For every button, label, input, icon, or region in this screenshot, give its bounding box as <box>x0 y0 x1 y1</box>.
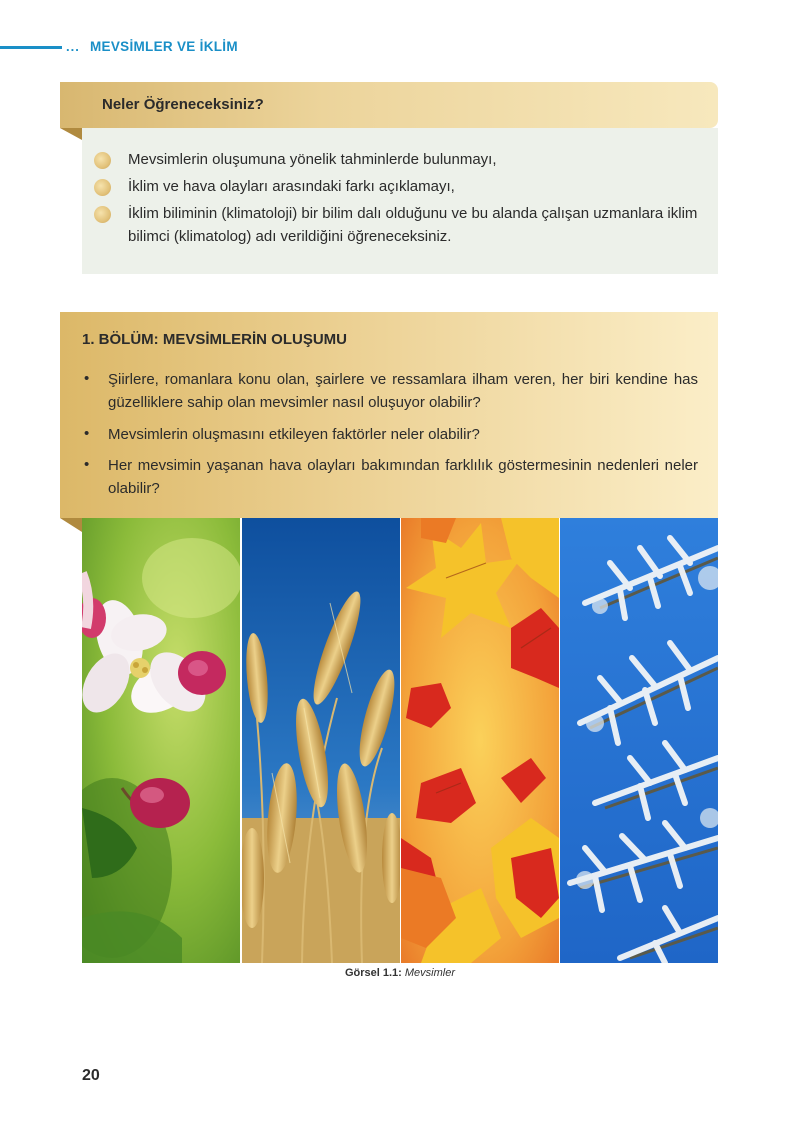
spring-blossom-image <box>82 518 240 963</box>
question-item: Mevsimlerin oluşmasını etkileyen faktörler neler olabilir? <box>108 426 480 443</box>
chapter-title: MEVSİMLER VE İKLİM <box>90 39 238 54</box>
objective-bullet-icon <box>94 152 111 169</box>
question-item: Şiirlere, romanlara konu olan, şairlere ve ressamlara ilham veren, her biri kendine has güzelliklere sahip olan mevsimler nasıl oluşuyor olabilir? <box>108 371 698 411</box>
question-bullet: • <box>84 370 90 387</box>
figure-caption-text: Mevsimler <box>404 967 456 979</box>
objective-item: İklim biliminin (klimatoloji) bir bilim dalı olduğunu ve bu alanda çalışan uzmanlara iklim bilimci (klimatolog) adı verildiğini öğreneceksiniz. <box>128 205 698 245</box>
header-dots: ... <box>66 39 80 54</box>
section-title: 1. BÖLÜM: MEVSİMLERİN OLUŞUMU <box>82 331 347 348</box>
autumn-leaves-image <box>401 518 559 963</box>
page-number: 20 <box>82 1067 100 1084</box>
question-bullet: • <box>84 456 90 473</box>
header-rule <box>0 46 62 49</box>
question-item: Her mevsimin yaşanan hava olayları bakımından farklılık göstermesinin nedenleri neler olabilir? <box>108 457 698 497</box>
objective-bullet-icon <box>94 206 111 223</box>
figure-caption-label: Görsel 1.1: <box>344 967 402 979</box>
section-fold <box>60 518 82 532</box>
objective-item: İklim ve hava olayları arasındaki farkı açıklamayı, <box>128 178 455 195</box>
figure-caption <box>0 967 800 979</box>
objectives-fold <box>60 128 82 140</box>
objectives-title: Neler Öğreneceksiniz? <box>102 96 264 113</box>
summer-wheat-image <box>242 518 400 963</box>
winter-frost-pine-image <box>560 518 718 963</box>
question-bullet: • <box>84 425 90 442</box>
objective-item: Mevsimlerin oluşumuna yönelik tahminlerde bulunmayı, <box>128 151 497 168</box>
objective-bullet-icon <box>94 179 111 196</box>
